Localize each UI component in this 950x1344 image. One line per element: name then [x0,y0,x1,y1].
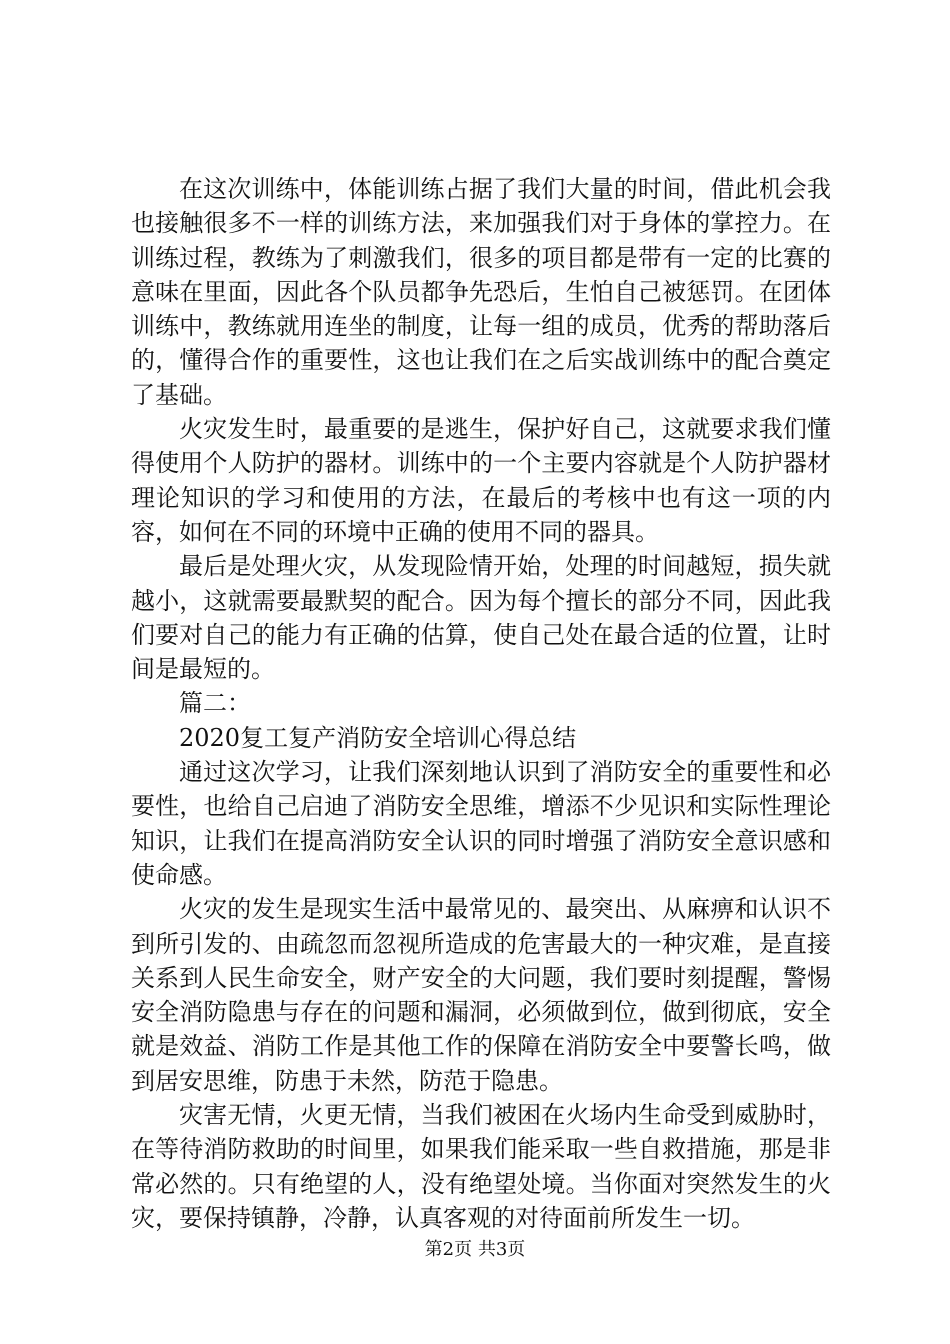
page-footer [0,1238,950,1262]
paragraph-6: 灾害无情，火更无情，当我们被困在火场内生命受到威胁时，在等待消防救助的时间里，如果我们能采取一些自救措施，那是非常必然的。只有绝望的人，没有绝望处境。当你面对突然发生的火灾，要保持镇静，冷静，认真客观的对待面前所发生一切。 [131,1101,831,1232]
page-number: 第2页 共3页 [424,1239,526,1260]
paragraph-2: 火灾发生时，最重要的是逃生，保护好自己，这就要求我们懂得使用个人防护的器材。训练中的一个主要内容就是个人防护器材理论知识的学习和使用的方法，在最后的考核中也有这一项的内容，如何在不同的环境中正确的使用不同的器具。 [131,415,831,546]
section-title: 2020复工复产消防安全培训心得总结 [179,723,577,752]
paragraph-4: 通过这次学习，让我们深刻地认识到了消防安全的重要性和必要性，也给自己启迪了消防安全思维，增添不少见识和实际性理论知识，让我们在提高消防安全认识的同时增强了消防安全意识感和使命感。 [131,758,831,889]
paragraph-3: 最后是处理火灾，从发现险情开始，处理的时间越短，损失就越小，这就需要最默契的配合。因为每个擅长的部分不同，因此我们要对自己的能力有正确的估算，使自己处在最合适的位置，让时间是最短的。 [131,552,831,684]
document-body [131,172,831,1235]
section-label: 篇二： [179,689,251,718]
paragraph-5: 火灾的发生是现实生活中最常见的、最突出、从麻痹和认识不到所引发的、由疏忽而忽视所造成的危害最大的一种灾难，是直接关系到人民生命安全，财产安全的大问题，我们要时刻提醒，警惕安全消防隐患与存在的问题和漏洞，必须做到位，做到彻底，安全就是效益、消防工作是其他工作的保障在消防安全中要警长鸣，做到居安思维，防患于未然，防范于隐患。 [131,895,831,1095]
paragraph-1: 在这次训练中，体能训练占据了我们大量的时间，借此机会我也接触很多不一样的训练方法，来加强我们对于身体的掌控力。在训练过程，教练为了刺激我们，很多的项目都是带有一定的比赛的意味在里面，因此各个队员都争先恐后，生怕自己被惩罚。在团体训练中，教练就用连坐的制度，让每一组的成员，优秀的帮助落后的，懂得合作的重要性，这也让我们在之后实战训练中的配合奠定了基础。 [131,175,831,409]
